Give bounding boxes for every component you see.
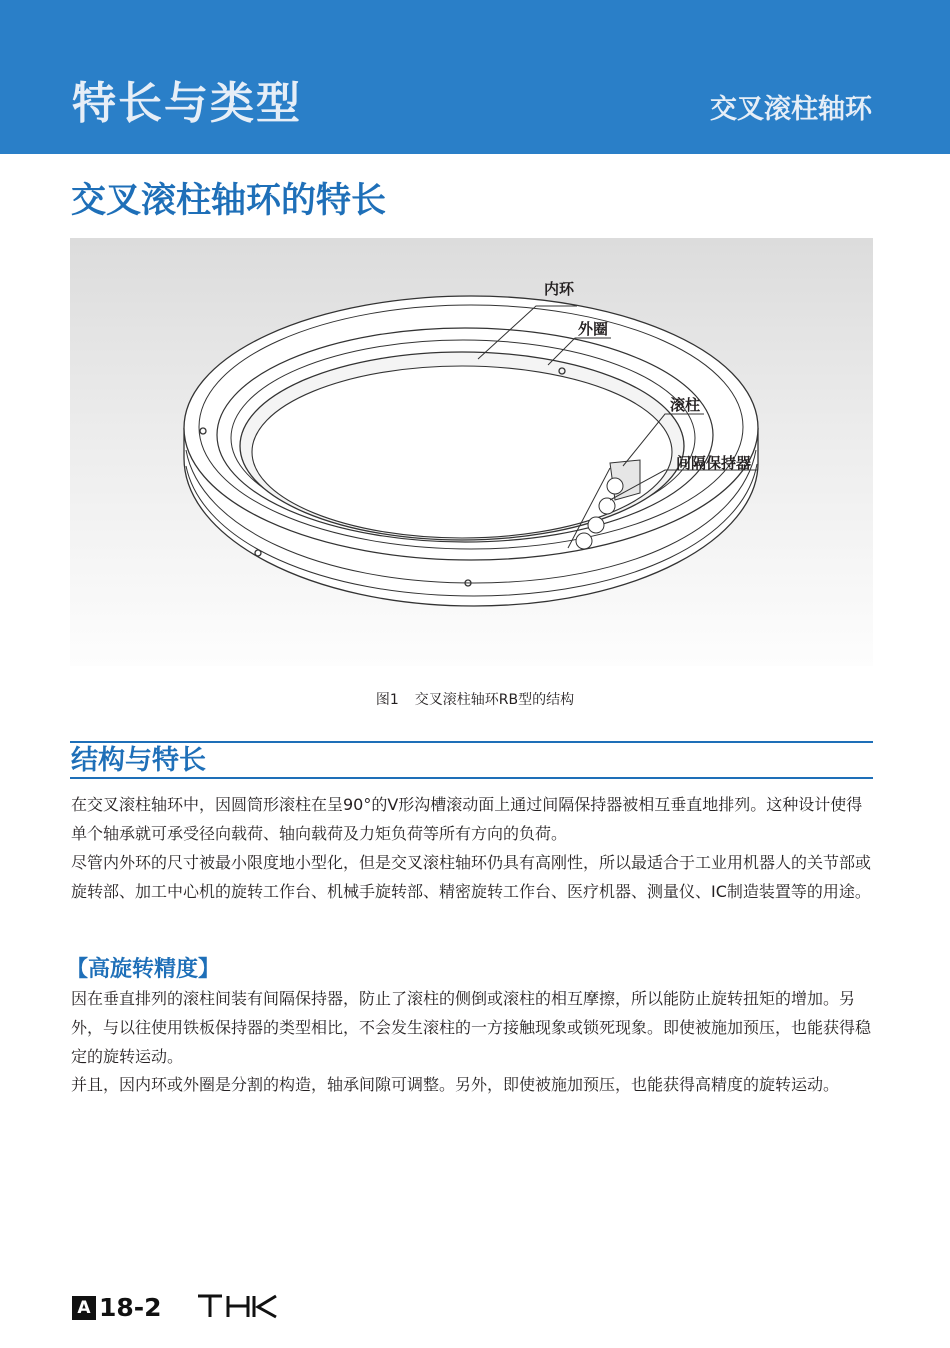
subsection-paragraph-1: 因在垂直排列的滚柱间装有间隔保持器，防止了滚柱的侧倒或滚柱的相互摩擦，所以能防止旋转扭矩的增加。另外，与以往使用铁板保持器的类型相比，不会发生滚柱的一方接触现象或锁死现象。即使被施加预压，也能获得稳定的旋转运动。 [71, 989, 872, 1066]
page-number [72, 1293, 162, 1323]
bearing-figure [70, 238, 873, 666]
callout-spacer: 间隔保持器 [676, 454, 752, 472]
page-title: 交叉滚柱轴环的特长 [71, 181, 387, 221]
figure-caption-text: 交叉滚柱轴环RB型的结构 [414, 692, 575, 708]
callout-outer-ring: 外圈 [578, 320, 609, 338]
section-rule-bottom [70, 777, 873, 779]
category-badge: A [72, 1296, 96, 1320]
section-paragraph-1: 在交叉滚柱轴环中，因圆筒形滚柱在呈90°的V形沟槽滚动面上通过间隔保持器被相互垂直地排列。这种设计使得单个轴承就可承受径向载荷、轴向载荷及力矩负荷等所有方向的负荷。 [71, 795, 863, 843]
figure-caption [0, 690, 950, 710]
thk-logo-mark [196, 1292, 280, 1320]
section-paragraph-2: 尽管内外环的尺寸被最小限度地小型化，但是交叉滚柱轴环仍具有高刚性，所以最适合于工业用机器人的关节部或旋转部、加工中心机的旋转工作台、机械手旋转部、精密旋转工作台、医疗机器、测量仪、IC制造装置等的用途。 [71, 853, 872, 901]
page-header [0, 0, 950, 154]
callout-inner-ring: 内环 [544, 280, 575, 298]
header-title: 特长与类型 [72, 78, 302, 129]
figure-number: 图1 [375, 692, 399, 708]
thk-logo [196, 1292, 280, 1324]
section-title: 结构与特长 [71, 745, 206, 776]
bearing-illustration [70, 238, 873, 666]
subsection-paragraph-2: 并且，因内环或外圈是分割的构造，轴承间隙可调整。另外，即使被施加预压，也能获得高精度的旋转运动。 [71, 1075, 840, 1094]
header-subtitle: 交叉滚柱轴环 [710, 94, 872, 125]
callout-roller: 滚柱 [670, 396, 701, 414]
page-number-text: 18-2 [99, 1293, 162, 1322]
section-rule-top [70, 741, 873, 743]
subsection-title: 【高旋转精度】 [66, 957, 221, 982]
